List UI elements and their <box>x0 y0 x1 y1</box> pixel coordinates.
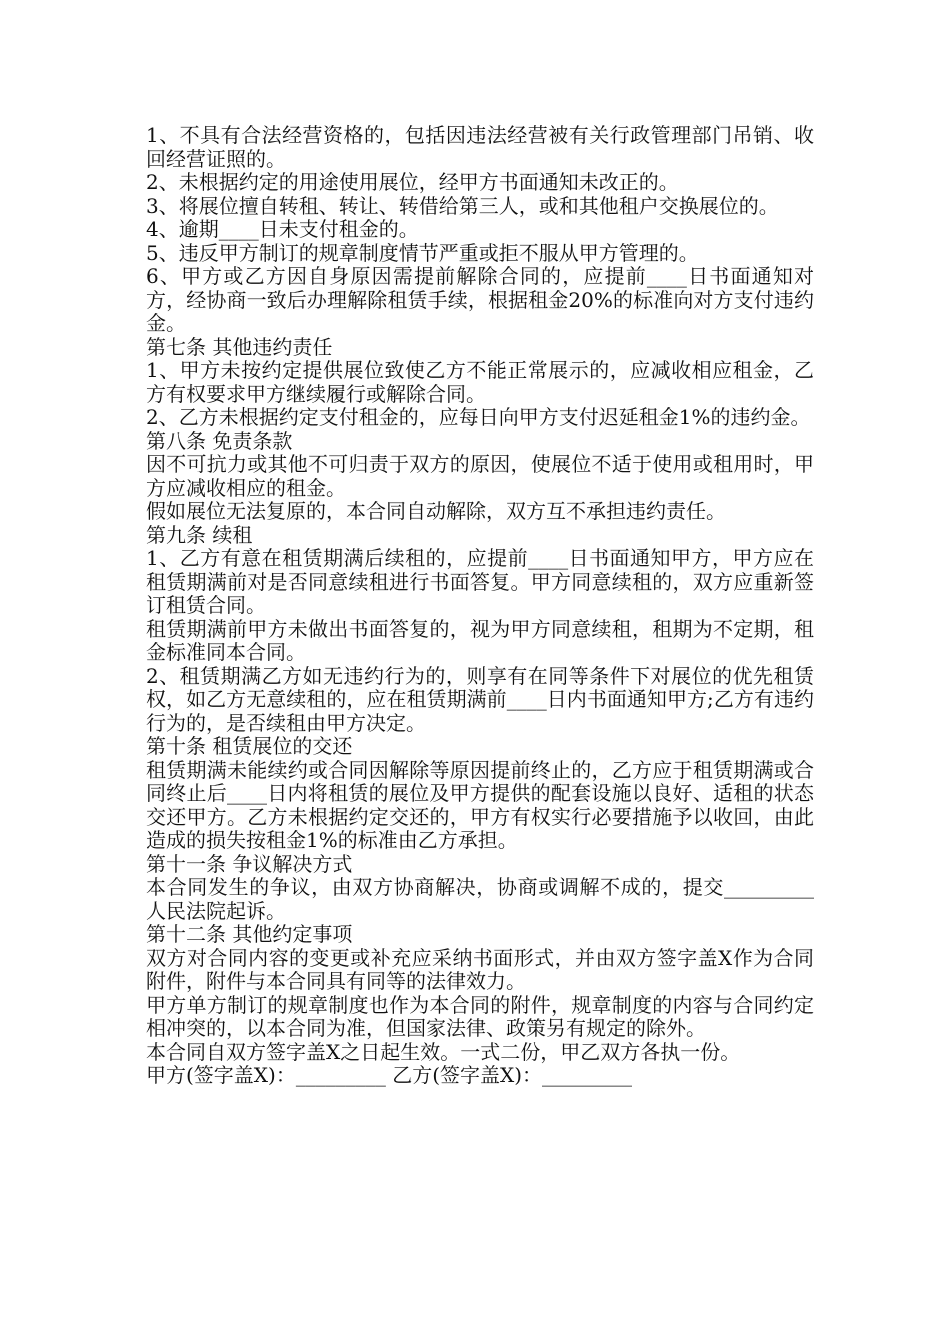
section-heading: 第十条 租赁展位的交还 <box>146 734 353 758</box>
contract-paragraph: 3、将展位擅自转租、转让、转借给第三人，或和其他租户交换展位的。 <box>146 193 779 218</box>
section-heading: 第八条 免责条款 <box>146 428 293 453</box>
contract-paragraph: 1、乙方有意在租赁期满后续租的，应提前____日书面通知甲方，甲方应在租赁期满前对是否同意续租进行书面答复。甲方同意续租的，双方应重新签订租赁合同。 <box>146 546 814 617</box>
contract-paragraph: 2、租赁期满乙方如无违约行为的，则享有在同等条件下对展位的优先租赁权，如乙方无意续租的，应在租赁期满前____日内书面通知甲方;乙方有违约行为的，是否续租由甲方决定。 <box>146 663 814 735</box>
contract-paragraph: 双方对合同内容的变更或补充应采纳书面形式，并由双方签字盖X作为合同附件，附件与本合同具有同等的法律效力。 <box>146 945 814 993</box>
section-heading: 第九条 续租 <box>146 522 253 547</box>
contract-paragraph: 本合同自双方签字盖X之日起生效。一式二份，甲乙双方各执一份。 <box>146 1039 741 1064</box>
contract-paragraph: 5、违反甲方制订的规章制度情节严重或拒不服从甲方管理的。 <box>146 240 699 265</box>
signature-line: 甲方(签字盖X)：_________ 乙方(签字盖X)：_________ <box>146 1063 633 1087</box>
contract-paragraph: 本合同发生的争议，由双方协商解决，协商或调解不成的，提交_________人民法院起诉。 <box>146 875 814 923</box>
contract-paragraph: 2、未根据约定的用途使用展位，经甲方书面通知未改正的。 <box>146 170 679 194</box>
section-heading: 第十一条 争议解决方式 <box>146 851 353 876</box>
contract-paragraph: 租赁期满未能续约或合同因解除等原因提前终止的，乙方应于租赁期满或合同终止后____日内将租赁的展位及甲方提供的配套设施以良好、适租的状态交还甲方。乙方未根据约定交还的，甲方有权实行必要措施予以收回，由此造成的损失按租金1%的标准由乙方承担。 <box>146 757 814 852</box>
contract-document-body <box>146 124 814 1088</box>
contract-paragraph: 2、乙方未根据约定支付租金的，应每日向甲方支付迟延租金1%的违约金。 <box>146 405 811 429</box>
contract-paragraph: 甲方单方制订的规章制度也作为本合同的附件，规章制度的内容与合同约定相冲突的，以本合同为准，但国家法律、政策另有规定的除外。 <box>146 992 814 1040</box>
contract-paragraph: 假如展位无法复原的，本合同自动解除，双方互不承担违约责任。 <box>146 499 726 523</box>
section-heading: 第七条 其他违约责任 <box>146 334 333 359</box>
contract-paragraph: 6、甲方或乙方因自身原因需提前解除合同的，应提前____日书面通知对方，经协商一致后办理解除租赁手续，根据租金20%的标准向对方支付违约金。 <box>146 264 814 335</box>
contract-paragraph: 4、逾期____日未支付租金的。 <box>146 217 419 241</box>
contract-paragraph: 租赁期满前甲方未做出书面答复的，视为甲方同意续租，租期为不定期，租金标准同本合同。 <box>146 616 814 664</box>
contract-paragraph: 因不可抗力或其他不可归责于双方的原因，使展位不适于使用或租用时，甲方应减收相应的租金。 <box>146 452 814 500</box>
contract-paragraph: 1、不具有合法经营资格的，包括因违法经营被有关行政管理部门吊销、收回经营证照的。 <box>146 123 814 171</box>
section-heading: 第十二条 其他约定事项 <box>146 922 353 946</box>
contract-paragraph: 1、甲方未按约定提供展位致使乙方不能正常展示的，应减收相应租金，乙方有权要求甲方继续履行或解除合同。 <box>146 358 814 406</box>
